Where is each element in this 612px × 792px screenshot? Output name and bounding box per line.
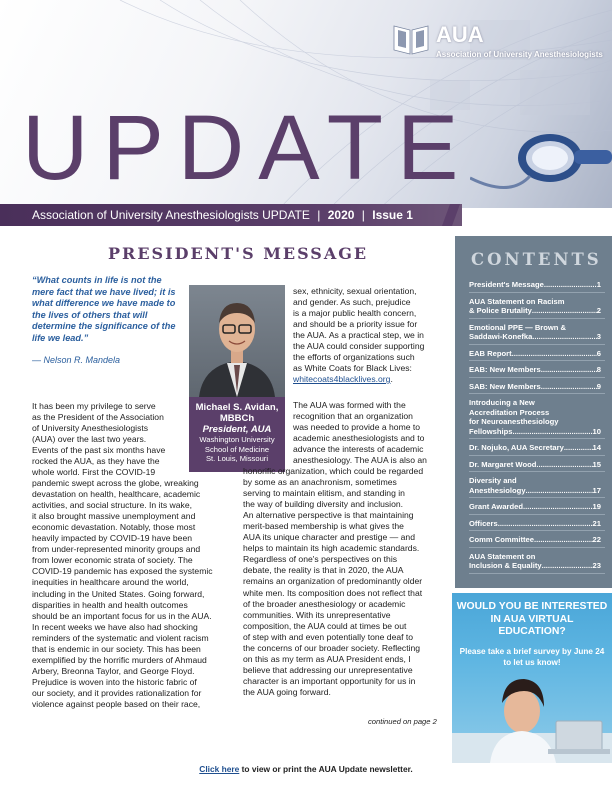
article-heading: PRESIDENT'S MESSAGE: [108, 244, 369, 263]
text-line: the AUA. As a practical step, we in: [293, 330, 424, 341]
text-line: as White Coats for Black Lives:: [293, 363, 412, 374]
contents-item[interactable]: [469, 365, 601, 375]
text-line: honorific organization, which could be regarded: [243, 466, 424, 476]
author-name: Michael S. Avidan, MBBCh: [195, 402, 279, 424]
contents-item-label: Comm Committee: [469, 535, 534, 544]
text-line: serving to maintain elitism, and standing in: [243, 488, 405, 499]
contents-divider: [469, 438, 605, 439]
contents-divider: [469, 471, 605, 472]
article-column-2: [293, 286, 443, 374]
contents-item-label: AUA Statement on: [469, 551, 536, 561]
text-line: (AUA) over the last two years.: [32, 434, 147, 445]
contents-item[interactable]: [469, 535, 601, 545]
contents-item-label: & Police Brutality: [469, 306, 532, 315]
contents-item-page: 22: [592, 535, 601, 544]
whitecoats-link[interactable]: whitecoats4blacklives.org: [293, 374, 391, 384]
contents-item[interactable]: [469, 460, 601, 470]
text-line: disparities in health and health outcomes: [32, 599, 188, 610]
contents-item[interactable]: [469, 382, 601, 392]
contents-item-label: Dr. Margaret Wood: [469, 459, 537, 469]
header-banner: [0, 0, 612, 208]
contents-divider: [469, 497, 605, 498]
text-line: devastation on health, healthcare, academic: [32, 489, 201, 500]
contents-item-page: 15: [592, 459, 601, 469]
contents-divider: [469, 547, 605, 548]
contents-divider: [469, 318, 605, 319]
contents-item-label: Anesthesiology: [469, 485, 526, 495]
title-bar-separator: |: [361, 208, 365, 222]
author-photo: [189, 285, 285, 397]
text-line: on this as my term as AUA President ends, I: [243, 653, 411, 664]
contents-item-label: Introducing a New: [469, 398, 535, 407]
stethoscope-image: [470, 118, 612, 208]
contents-item-page: 17: [592, 485, 601, 495]
text-line: from lower economic strata of society. The: [32, 555, 193, 566]
leader-dots: [523, 502, 593, 512]
leader-dots: [564, 443, 593, 453]
contents-item-page: 1: [596, 280, 601, 289]
leader-dots: [542, 561, 593, 571]
text-line: Events of the past six months have: [32, 445, 166, 456]
text-line: remains an organization of predominantly older: [243, 576, 423, 587]
contents-divider: [469, 377, 605, 378]
text-line: by some as an anachronism, sometimes: [243, 477, 397, 488]
contents-item-label: EAB Report: [469, 348, 512, 358]
contents-item[interactable]: [469, 398, 601, 436]
text-line: and should be a priority issue for: [293, 319, 418, 330]
text-line: is a major public health concern,: [293, 308, 417, 319]
text-line: our society, and it provides rationalization for: [32, 687, 202, 698]
text-line: white men. Its composition does not reflect that: [243, 587, 423, 598]
contents-item-label: Officers: [469, 518, 498, 528]
text-line: Arbery, Breonna Taylor, and George Floyd.: [32, 665, 195, 676]
contents-item[interactable]: [469, 519, 601, 529]
contents-item-page: 6: [596, 348, 601, 358]
contents-item-label: for Neuroanesthesiology: [469, 417, 559, 426]
survey-ad[interactable]: [452, 593, 612, 763]
update-wordmark: UPDATE: [22, 97, 473, 199]
contents-sidebar: [455, 236, 612, 588]
text-line: composition, the AUA could at times be out: [243, 620, 407, 631]
footer-text: to view or print the AUA Update newsletter.: [239, 764, 413, 774]
survey-prompt: Please take a brief survey by June 24 to let us know!: [459, 647, 605, 667]
text-line: was needed to provide a home to: [293, 422, 421, 433]
text-line: the AUA could consider supporting: [293, 341, 425, 352]
contents-item[interactable]: [469, 502, 601, 512]
text-line: exemplified by the horrific murders of Ahmaud: [32, 654, 207, 665]
contents-item-label: Fellowships: [469, 426, 513, 436]
text-line: the efforts of organizations such: [293, 352, 415, 363]
text-line: merit-based membership is what gives the: [243, 521, 404, 532]
text-line: inequities in healthcare around the world,: [32, 577, 189, 588]
book-logo-icon: [392, 20, 430, 58]
leader-dots: [534, 535, 593, 545]
contents-item[interactable]: [469, 552, 601, 571]
contents-divider: [469, 292, 605, 293]
text-line: Regardless of one's perspectives on this: [243, 554, 398, 565]
text-line: of the broader anesthesiology or academic: [243, 598, 406, 609]
contents-item-page: 10: [592, 426, 601, 436]
contents-divider: [469, 455, 605, 456]
leader-dots: [498, 519, 593, 529]
contents-item[interactable]: [469, 297, 601, 316]
footer-click-here-link[interactable]: Click here: [199, 764, 240, 774]
contents-item[interactable]: [469, 443, 601, 453]
newsletter-title-bar: [0, 204, 462, 226]
title-bar-issue: Issue 1: [372, 208, 413, 222]
leader-dots: [512, 427, 592, 437]
contents-item-page: 9: [596, 381, 601, 391]
contents-item-label: Saddawi-Konefka: [469, 332, 533, 341]
leader-dots: [532, 306, 597, 316]
contents-divider: [469, 530, 605, 531]
article-column-1: [32, 401, 183, 467]
article-link-line: whitecoats4blacklives.org.: [293, 374, 393, 384]
contents-item-label: President's Message: [469, 280, 544, 289]
text-line: should be an important focus for us in the AUA.: [32, 610, 212, 621]
author-portrait: [189, 285, 285, 397]
contents-item-label: EAB: New Members: [469, 365, 541, 374]
text-line: reminders of the systematic and violent racism: [32, 632, 209, 643]
contents-item-label: Diversity and: [469, 476, 517, 485]
contents-item-label: Accreditation Process: [469, 407, 550, 417]
contents-divider: [469, 573, 605, 574]
text-line: it also brought massive unemployment and: [32, 511, 196, 522]
text-line: communities. With its unrepresentative: [243, 609, 391, 620]
text-line: the concerns of our broader society. Reflecting: [243, 642, 421, 653]
contents-item-page: 14: [592, 443, 601, 452]
contents-item-label: Grant Awarded: [469, 502, 524, 511]
contents-item-label: Emotional PPE — Brown &: [469, 322, 567, 332]
contents-item[interactable]: [469, 280, 601, 290]
leader-dots: [532, 332, 596, 342]
contents-item-label: Dr. Nojuko, AUA Secretary: [469, 443, 564, 452]
text-line: An alternative perspective is that maintaining: [243, 510, 414, 521]
text-line: It has been my privilege to serve: [32, 401, 156, 411]
text-line: of step with and even potentially tone deaf to: [243, 631, 414, 642]
text-line: violence against people based on their race,: [32, 698, 201, 709]
contents-item-label: SAB: New Members: [469, 381, 541, 391]
text-line: economic devastation. Notably, those most: [32, 522, 196, 533]
author-role: President, AUA: [202, 424, 272, 435]
text-line: from under-represented minority groups and: [32, 544, 201, 555]
text-line: academic anesthesiologists and to: [293, 433, 425, 444]
contents-item-label: AUA Statement on Racism: [469, 296, 565, 306]
contents-item[interactable]: [469, 349, 601, 359]
continued-note: continued on page 2: [368, 717, 437, 726]
text-line: recognition that an organization: [293, 411, 413, 422]
title-bar-org: Association of University Anesthesiologists UPDATE: [32, 208, 310, 222]
text-line: sex, ethnicity, sexual orientation,: [293, 286, 417, 296]
article-column-1-wide: [32, 467, 237, 710]
text-line: heavily impacted by COVID-19 have been: [32, 533, 193, 544]
contents-item[interactable]: [469, 323, 601, 342]
text-line: COVID-19 pandemic has exposed the systemic: [32, 566, 213, 577]
footer: [0, 764, 612, 774]
text-line: activities, and social structure. In its wake,: [32, 500, 193, 511]
contents-item-page: 19: [592, 502, 601, 511]
contents-item-page: 3: [596, 332, 601, 341]
text-line: rocked the AUA, as they have the: [32, 456, 160, 467]
text-line: character is an important opportunity for us in: [243, 675, 416, 686]
contents-item-page: 21: [592, 518, 601, 528]
text-line: The AUA was formed with the: [293, 400, 406, 410]
pull-quote: “What counts in life is not the mere fact that we have lived; it is what difference we have made to the lives of others that will determine the significance of the life we lead.”: [32, 275, 176, 343]
text-line: the way of building diversity and inclusion.: [243, 499, 404, 510]
contents-item-label: Inclusion & Equality: [469, 561, 542, 570]
text-line: Prejudice is woven into the historic fabric of: [32, 676, 197, 687]
leader-dots: [541, 382, 597, 392]
contents-divider: [469, 393, 605, 394]
contents-item-page: 23: [592, 561, 601, 570]
author-institution: Washington University School of Medicine St. Louis, Missouri: [199, 435, 275, 463]
logo-title: AUA: [436, 22, 484, 47]
text-line: that is endemic in our society. This has been: [32, 643, 201, 654]
text-line: of University Anesthesiologists: [32, 423, 149, 434]
contents-divider: [469, 360, 605, 361]
contents-item-page: 8: [596, 365, 601, 374]
leader-dots: [512, 349, 597, 359]
author-caption: [189, 397, 285, 472]
contents-divider: [469, 514, 605, 515]
text-line: debate, the reality is that in 2020, the AUA: [243, 565, 404, 576]
leader-dots: [541, 365, 597, 375]
text-line: helps to maintain its high academic standards.: [243, 543, 420, 554]
contents-item[interactable]: [469, 476, 601, 495]
text-line: anesthesiology. The AUA is also an: [293, 455, 427, 466]
quote-attribution: — Nelson R. Mandela: [32, 355, 121, 365]
article-column-2-wide: [243, 466, 443, 698]
article-column-2-mid: [293, 400, 443, 466]
contents-item-page: 2: [596, 306, 601, 315]
title-bar-separator: |: [317, 208, 321, 222]
text-line: as the President of the Association: [32, 412, 164, 423]
aua-logo[interactable]: [392, 20, 604, 64]
contents-title: CONTENTS: [471, 250, 602, 269]
text-line: believe that addressing our unrepresentative: [243, 664, 413, 675]
text-line: including in the United States. Going forward,: [32, 588, 205, 599]
survey-question: WOULD YOU BE INTERESTED IN AUA VIRTUAL EDUCATION?: [456, 601, 608, 637]
leader-dots: [536, 460, 592, 470]
text-line: pandemic swept across the globe, wreaking: [32, 478, 199, 489]
text-line: AUA its unique character and prestige — and: [243, 532, 415, 543]
leader-dots: [526, 486, 593, 496]
contents-divider: [469, 344, 605, 345]
text-line: and gender. As such, prejudice: [293, 297, 411, 308]
text-line: advance the interests of academic: [293, 444, 424, 455]
text-line: whole world. First the COVID-19: [32, 467, 156, 477]
leader-dots: [544, 280, 597, 290]
text-line: the AUA going forward.: [243, 686, 331, 697]
text-line: In recent weeks we have also had shocking: [32, 621, 198, 632]
title-bar-year: 2020: [327, 208, 355, 222]
logo-subtitle: Association of University Anesthesiologists: [436, 50, 603, 59]
